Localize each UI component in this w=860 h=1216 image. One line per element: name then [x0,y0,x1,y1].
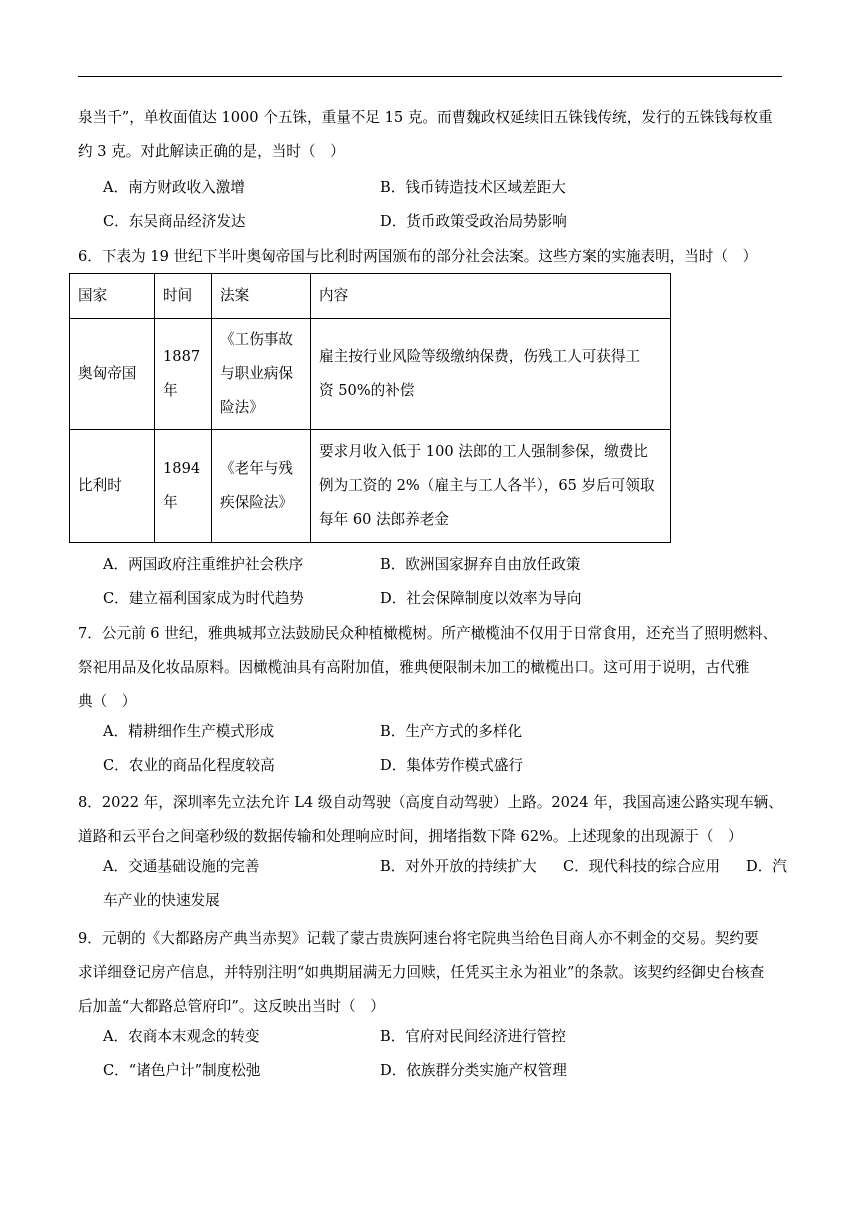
row2-law [212,430,311,543]
q8-option-d[interactable]: D．汽 [746,858,787,875]
row2-content-line-2: 例为工资的 2%（雇主与工人各半），65 岁后可领取 [319,477,655,494]
q9-option-a[interactable]: A．农商本末观念的转变 [103,1028,260,1045]
q8-stem-line-2: 道路和云平台之间毫秒级的数据传输和处理响应时间，拥堵指数下降 62%。上述现象的出现源于（ ） [78,828,743,845]
header-law: 法案 [212,274,311,319]
row2-content-line-1: 要求月收入低于 100 法郎的工人强制参保，缴费比 [319,443,649,460]
row1-law-line-2: 与职业病保 [220,365,293,382]
q7-stem-line-3: 典（ ） [78,693,137,710]
q7-option-b[interactable]: B．生产方式的多样化 [380,723,523,740]
q6-option-c[interactable]: C．建立福利国家成为时代趋势 [103,590,304,607]
row2-content [311,430,671,543]
q6-option-b[interactable]: B．欧洲国家摒弃自由放任政策 [380,556,581,573]
header-content: 内容 [311,274,671,319]
q5-option-a[interactable]: A．南方财政收入激增 [103,179,245,196]
q5-option-c[interactable]: C．东吴商品经济发达 [103,213,246,230]
row1-content-line-2: 资 50%的补偿 [319,382,415,399]
q9-stem-line-2: 求详细登记房产信息，并特别注明“如典期届满无力回赎，任凭买主永为祖业”的条款。该契约经御史台核查 [78,964,765,981]
row2-year [155,430,212,543]
q9-stem-line-3: 后加盖“大都路总管府印”。这反映出当时（ ） [78,998,385,1015]
q6-option-d[interactable]: D．社会保障制度以效率为导向 [380,590,582,607]
row2-year-line-1: 1894 [163,460,201,477]
q7-stem-line-1: 7．公元前 6 世纪，雅典城邦立法鼓励民众种植橄榄树。所产橄榄油不仅用于日常食用，还充当了照明燃料、 [78,625,778,642]
row2-year-line-2: 年 [163,494,178,511]
q7-option-d[interactable]: D．集体劳作模式盛行 [380,757,524,774]
q7-option-c[interactable]: C．农业的商品化程度较高 [103,757,275,774]
q9-option-b[interactable]: B．官府对民间经济进行管控 [380,1028,566,1045]
row2-country: 比利时 [70,430,155,543]
row1-content [311,319,671,430]
header-country: 国家 [70,274,155,319]
q6-option-a[interactable]: A．两国政府注重维护社会秩序 [103,556,304,573]
row1-law-line-1: 《工伤事故 [220,331,293,348]
q6-stem: 6．下表为 19 世纪下半叶奥匈帝国与比利时两国颁布的部分社会法案。这些方案的实施表明，当时（ ） [78,248,758,265]
header-year: 时间 [155,274,212,319]
q7-option-a[interactable]: A．精耕细作生产模式形成 [103,723,275,740]
table-row [70,430,671,543]
q8-option-c[interactable]: C．现代科技的综合应用 [563,858,721,875]
row2-law-line-1: 《老年与残 [220,460,293,477]
q9-option-d[interactable]: D．依族群分类实施产权管理 [380,1062,567,1079]
q7-stem-line-2: 祭祀用品及化妆品原料。因橄榄油具有高附加值，雅典便限制未加工的橄榄出口。这可用于说明，古代雅 [78,659,750,676]
q9-option-c[interactable]: C．“诸色户计”制度松弛 [103,1062,261,1079]
q8-stem-line-1: 8．2022 年，深圳率先立法允许 L4 级自动驾驶（高度自动驾驶）上路。2024 年，我国高速公路实现车辆、 [78,794,783,811]
row2-content-line-3: 每年 60 法郎养老金 [319,511,450,528]
q5-stem-line-1: 泉当千”，单枚面值达 1000 个五铢，重量不足 15 克。而曹魏政权延续旧五铢钱传统，发行的五铢钱每枚重 [78,109,773,126]
header-rule [78,76,782,77]
q9-stem-line-1: 9．元朝的《大都路房产典当赤契》记载了蒙古贵族阿速台将宅院典当给色目商人亦不剌金的交易。契约要 [78,930,759,947]
q8-option-a[interactable]: A．交通基础设施的完善 [103,858,260,875]
row1-law-line-3: 险法》 [220,399,264,416]
row1-year [155,319,212,430]
q5-option-b[interactable]: B．钱币铸造技术区域差距大 [380,179,566,196]
row1-content-line-1: 雇主按行业风险等级缴纳保费，伤残工人可获得工 [319,348,641,365]
row2-law-line-2: 疾保险法》 [220,494,293,511]
row1-country: 奥匈帝国 [70,319,155,430]
social-law-table [69,273,671,543]
table-row [70,319,671,430]
row1-year-line-1: 1887 [163,348,201,365]
q8-option-d-continued[interactable]: 车产业的快速发展 [103,892,220,909]
table-header-row [70,274,671,319]
q5-stem-line-2: 约 3 克。对此解读正确的是，当时（ ） [78,143,345,160]
row1-law [212,319,311,430]
row1-year-line-2: 年 [163,382,178,399]
q5-option-d[interactable]: D．货币政策受政治局势影响 [380,213,567,230]
q8-option-b[interactable]: B．对外开放的持续扩大 [380,858,537,875]
